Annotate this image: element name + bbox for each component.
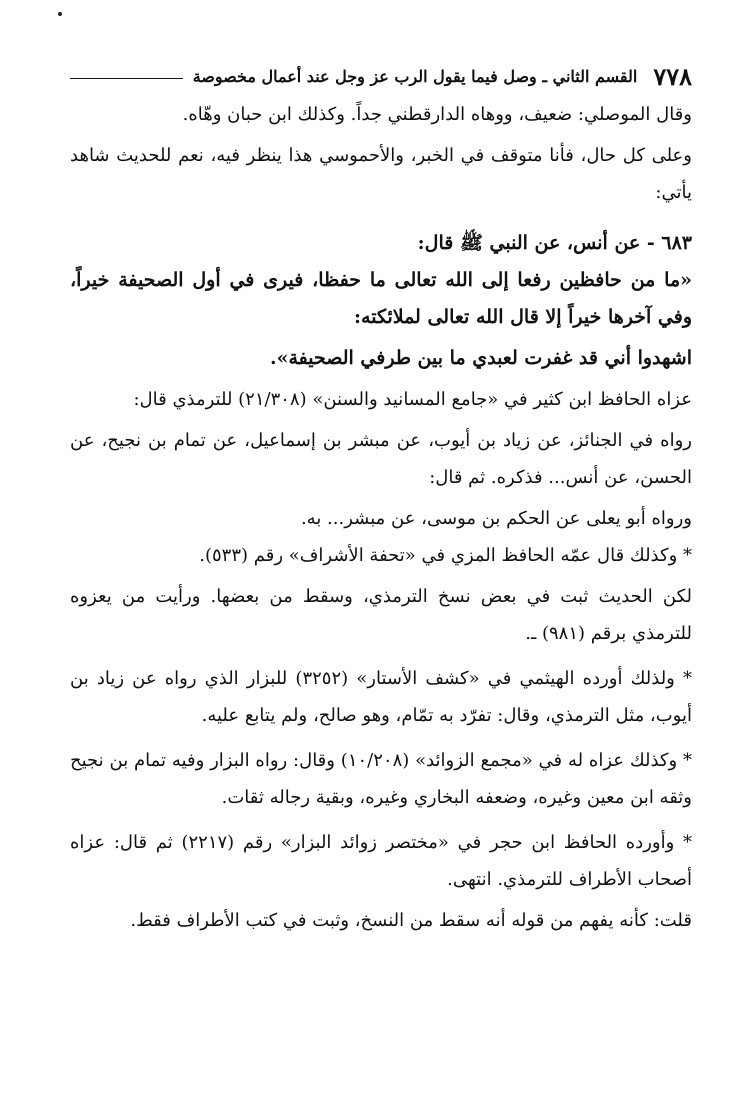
paragraph-ibn-hajar: * وأورده الحافظ ابن حجر في «مختصر زوائد البزار» رقم (٢٢١٧) ثم قال: عزاه أصحاب الأطراف للترمذي. انتهى. xyxy=(70,832,692,890)
page-number: ٧٧٨ xyxy=(653,61,692,91)
paragraph-nusakh: لكن الحديث ثبت في بعض نسخ الترمذي، وسقط من بعضها. ورأيت من يعزوه للترمذي برقم (٩٨١) ـ. xyxy=(70,586,692,644)
hadith-text: «ما من حافظين رفعا إلى الله تعالى ما حفظا، فيرى في أول الصحيفة خيراً، وفي آخرها خيراً إلا قال الله تعالى لملائكته: xyxy=(70,269,692,328)
paragraph-haythami-kashf: * ولذلك أورده الهيثمي في «كشف الأستار» (٣٢٥٢) للبزار الذي رواه عن زياد بن أيوب، مثل الترمذي، وقال: تفرّد به تمّام، وهو صالح، ولم يتابع عليه. xyxy=(70,668,692,726)
paragraph-ibn-kathir: عزاه الحافظ ابن كثير في «جامع المسانيد والسنن» (٢١/٣٠٨) للترمذي قال: xyxy=(133,389,692,410)
header-rule xyxy=(70,78,183,79)
paragraph-majma: * وكذلك عزاه له في «مجمع الزوائد» (١٠/٢٠٨) وقال: رواه البزار وفيه تمام بن نجيح وثقه ابن معين وغيره، وضعفه البخاري وغيره، وبقية رجاله ثقات. xyxy=(70,750,693,808)
running-header xyxy=(70,58,692,94)
paragraph-tawaqquf: وعلى كل حال، فأنا متوقف في الخبر، والأحموسي هذا ينظر فيه، نعم للحديث شاهد يأتي: xyxy=(70,145,692,203)
page-body xyxy=(70,96,692,939)
hadith-number-heading: ٦٨٣ - عن أنس، عن النبي ﷺ قال: xyxy=(417,232,692,254)
paragraph-abu-yala: ورواه أبو يعلى عن الحكم بن موسى، عن مبشر... به. xyxy=(300,508,692,529)
scan-speck xyxy=(58,12,62,16)
book-page xyxy=(70,58,692,939)
paragraph-conclusion: قلت: كأنه يفهم من قوله أنه سقط من النسخ، وثبت في كتب الأطراف فقط. xyxy=(130,910,692,931)
paragraph-mawsili: وقال الموصلي: ضعيف، ووهاه الدارقطني جداً. وكذلك ابن حبان وهّاه. xyxy=(182,104,692,125)
hadith-text-end: اشهدوا أني قد غفرت لعبدي ما بين طرفي الصحيفة». xyxy=(269,347,692,369)
chapter-title: القسم الثاني ـ وصل فيما يقول الرب عز وجل عند أعمال مخصوصة xyxy=(192,66,638,86)
paragraph-isnad: رواه في الجنائز، عن زياد بن أيوب، عن مبشر بن إسماعيل، عن تمام بن نجيح، عن الحسن، عن أنس... فذكره. ثم قال: xyxy=(70,430,692,488)
paragraph-mizzi: * وكذلك قال عمّه الحافظ المزي في «تحفة الأشراف» رقم (٥٣٣). xyxy=(199,545,692,566)
